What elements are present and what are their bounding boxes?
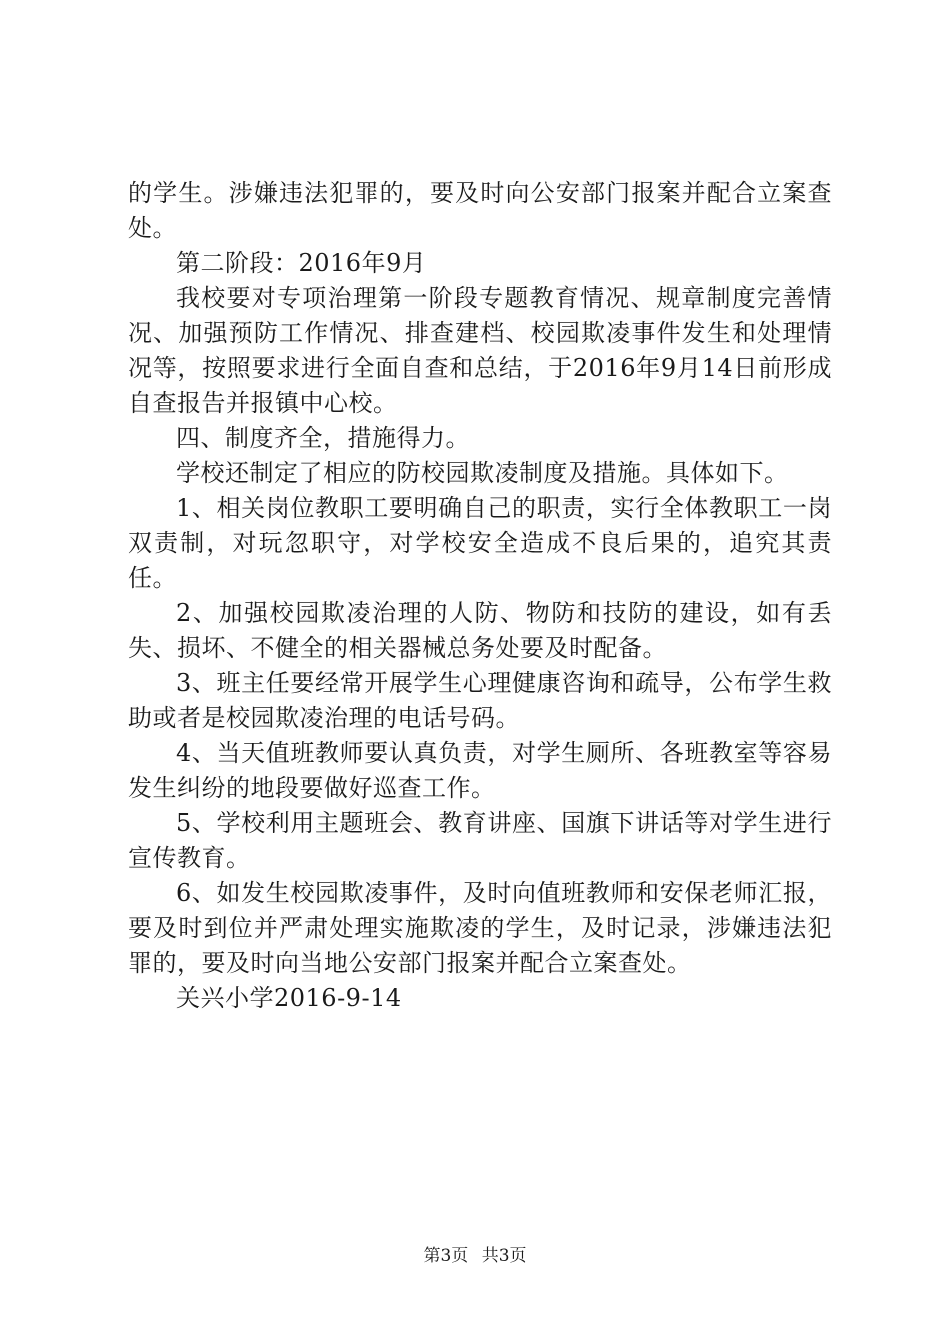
- paragraph-measure-3: 3、班主任要经常开展学生心理健康咨询和疏导，公布学生救助或者是校园欺凌治理的电话号码。: [128, 669, 832, 732]
- paragraph-stage-two-heading: 第二阶段：2016年9月: [176, 249, 427, 277]
- page-total: 共3页: [481, 1246, 527, 1266]
- paragraph-stage-two-body: 我校要对专项治理第一阶段专题教育情况、规章制度完善情况、加强预防工作情况、排查建档、校园欺凌事件发生和处理情况等，按照要求进行全面自查和总结，于2016年9月14日前形成自查报告并报镇中心校。: [128, 284, 832, 417]
- paragraph-measure-1: 1、相关岗位教职工要明确自己的职责，实行全体教职工一岗双责制，对玩忽职守，对学校安全造成不良后果的，追究其责任。: [128, 494, 832, 592]
- paragraph-measure-4: 4、当天值班教师要认真负责，对学生厕所、各班教室等容易发生纠纷的地段要做好巡查工作。: [128, 739, 832, 802]
- paragraph-section-four-intro: 学校还制定了相应的防校园欺凌制度及措施。具体如下。: [176, 459, 789, 487]
- paragraph-continuation: 的学生。涉嫌违法犯罪的，要及时向公安部门报案并配合立案查处。: [128, 179, 832, 242]
- page-footer: [0, 1245, 950, 1267]
- paragraph-measure-5: 5、学校利用主题班会、教育讲座、国旗下讲话等对学生进行宣传教育。: [128, 809, 832, 872]
- paragraph-measure-2: 2、加强校园欺凌治理的人防、物防和技防的建设，如有丢失、损坏、不健全的相关器械总务处要及时配备。: [128, 599, 832, 662]
- page-number: 第3页: [423, 1246, 469, 1266]
- paragraph-measure-6: 6、如发生校园欺凌事件，及时向值班教师和安保老师汇报，要及时到位并严肃处理实施欺凌的学生，及时记录，涉嫌违法犯罪的，要及时向当地公安部门报案并配合立案查处。: [128, 879, 832, 977]
- paragraph-signature: 关兴小学2016-9-14: [176, 984, 402, 1012]
- paragraph-section-four-heading: 四、制度齐全，措施得力。: [176, 424, 470, 452]
- document-body: [128, 176, 832, 1016]
